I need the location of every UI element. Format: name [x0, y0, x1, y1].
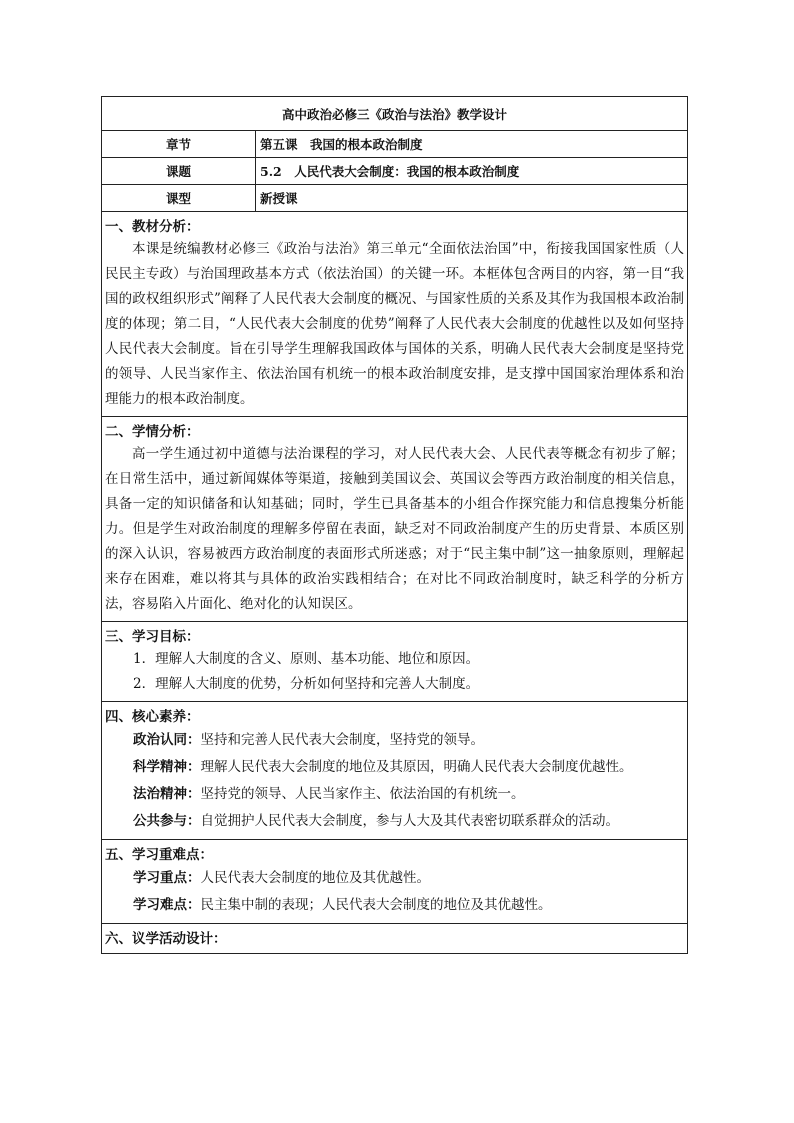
section-activity-design — [102, 924, 688, 954]
meta-value-topic: 5.2 人民代表大会制度：我国的根本政治制度 — [256, 158, 688, 185]
key-point-text: 民主集中制的表现；人民代表大会制度的地位及其优越性。 — [200, 897, 552, 913]
section-heading: 一、教材分析： — [105, 219, 200, 235]
section-paragraph: 本课是统编教材必修三《政治与法治》第三单元“全面依法治国”中，衔接我国国家性质（人民民主专政）与治国理政基本方式（依法治国）的关键一环。本框体包含两目的内容，第一目“我国的政权组织形式”阐释了人民代表大会制度的概况、与国家性质的关系及其作为我国根本政治制度的体现；第二目，“人民代表大会制度的优势”阐释了人民代表大会制度的优越性以及如何坚持人民代表大会制度。旨在引导学生理解我国政体与国体的关系，明确人民代表大会制度是坚持党的领导、人民当家作主、依法治国有机统一的根本政治制度安排，是支撑中国国家治理体系和治理能力的根本政治制度。 — [105, 241, 685, 407]
meta-row-topic — [102, 158, 688, 185]
literacy-label: 政治认同： — [133, 732, 201, 748]
meta-value-chapter: 第五课 我国的根本政治制度 — [256, 131, 688, 158]
section-heading: 四、核心素养： — [105, 709, 200, 725]
meta-key-topic: 课题 — [102, 158, 256, 185]
key-point-item — [105, 892, 684, 919]
section-student-analysis — [102, 417, 688, 622]
key-point-label: 学习难点： — [133, 897, 201, 913]
section-learning-goals — [102, 622, 688, 702]
document-title: 高中政治必修三《政治与法治》教学设计 — [102, 97, 688, 131]
goal-item: 1．理解人大制度的含义、原则、基本功能、地位和原因。 — [133, 651, 480, 667]
meta-key-chapter: 章节 — [102, 131, 256, 158]
meta-key-type: 课型 — [102, 185, 256, 212]
literacy-item — [105, 754, 684, 781]
key-point-label: 学习重点： — [133, 870, 201, 886]
literacy-item — [105, 727, 684, 754]
section-textbook-analysis — [102, 212, 688, 417]
literacy-text: 自觉拥护人民代表大会制度，参与人大及其代表密切联系群众的活动。 — [200, 813, 619, 829]
meta-row-chapter — [102, 131, 688, 158]
section-heading: 五、学习重难点： — [105, 847, 213, 863]
section-paragraph: 高一学生通过初中道德与法治课程的学习，对人民代表大会、人民代表等概念有初步了解；在日常生活中，通过新闻媒体等渠道，接触到美国议会、英国议会等西方政治制度的相关信息，具备一定的知识储备和认知基础；同时，学生已具备基本的小组合作探究能力和信息搜集分析能力。但是学生对政治制度的理解多停留在表面，缺乏对不同政治制度产生的历史背景、本质区别的深入认识，容易被西方政治制度的表面形式所迷惑；对于“民主集中制”这一抽象原则，理解起来存在困难，难以将其与具体的政治实践相结合；在对比不同政治制度时，缺乏科学的分析方法，容易陷入片面化、绝对化的认知误区。 — [105, 446, 685, 612]
literacy-label: 科学精神： — [133, 759, 201, 775]
literacy-text: 理解人民代表大会制度的地位及其原因，明确人民代表大会制度优越性。 — [200, 759, 633, 775]
section-core-literacy — [102, 702, 688, 840]
meta-row-type — [102, 185, 688, 212]
key-point-item — [105, 865, 684, 892]
section-heading: 六、议学活动设计： — [105, 931, 227, 947]
literacy-label: 法治精神： — [133, 786, 201, 802]
lesson-plan-table — [101, 96, 688, 954]
literacy-text: 坚持和完善人民代表大会制度，坚持党的领导。 — [200, 732, 484, 748]
section-heading: 二、学情分析： — [105, 424, 200, 440]
lesson-plan-page — [101, 96, 687, 954]
literacy-item — [105, 781, 684, 808]
goal-item: 2．理解人大制度的优势，分析如何坚持和完善人大制度。 — [133, 676, 480, 692]
section-key-points — [102, 840, 688, 924]
literacy-label: 公共参与： — [133, 813, 201, 829]
literacy-item — [105, 808, 684, 835]
meta-value-type: 新授课 — [256, 185, 688, 212]
key-point-text: 人民代表大会制度的地位及其优越性。 — [200, 870, 430, 886]
section-heading: 三、学习目标： — [105, 629, 200, 645]
literacy-text: 坚持党的领导、人民当家作主、依法治国的有机统一。 — [200, 786, 525, 802]
